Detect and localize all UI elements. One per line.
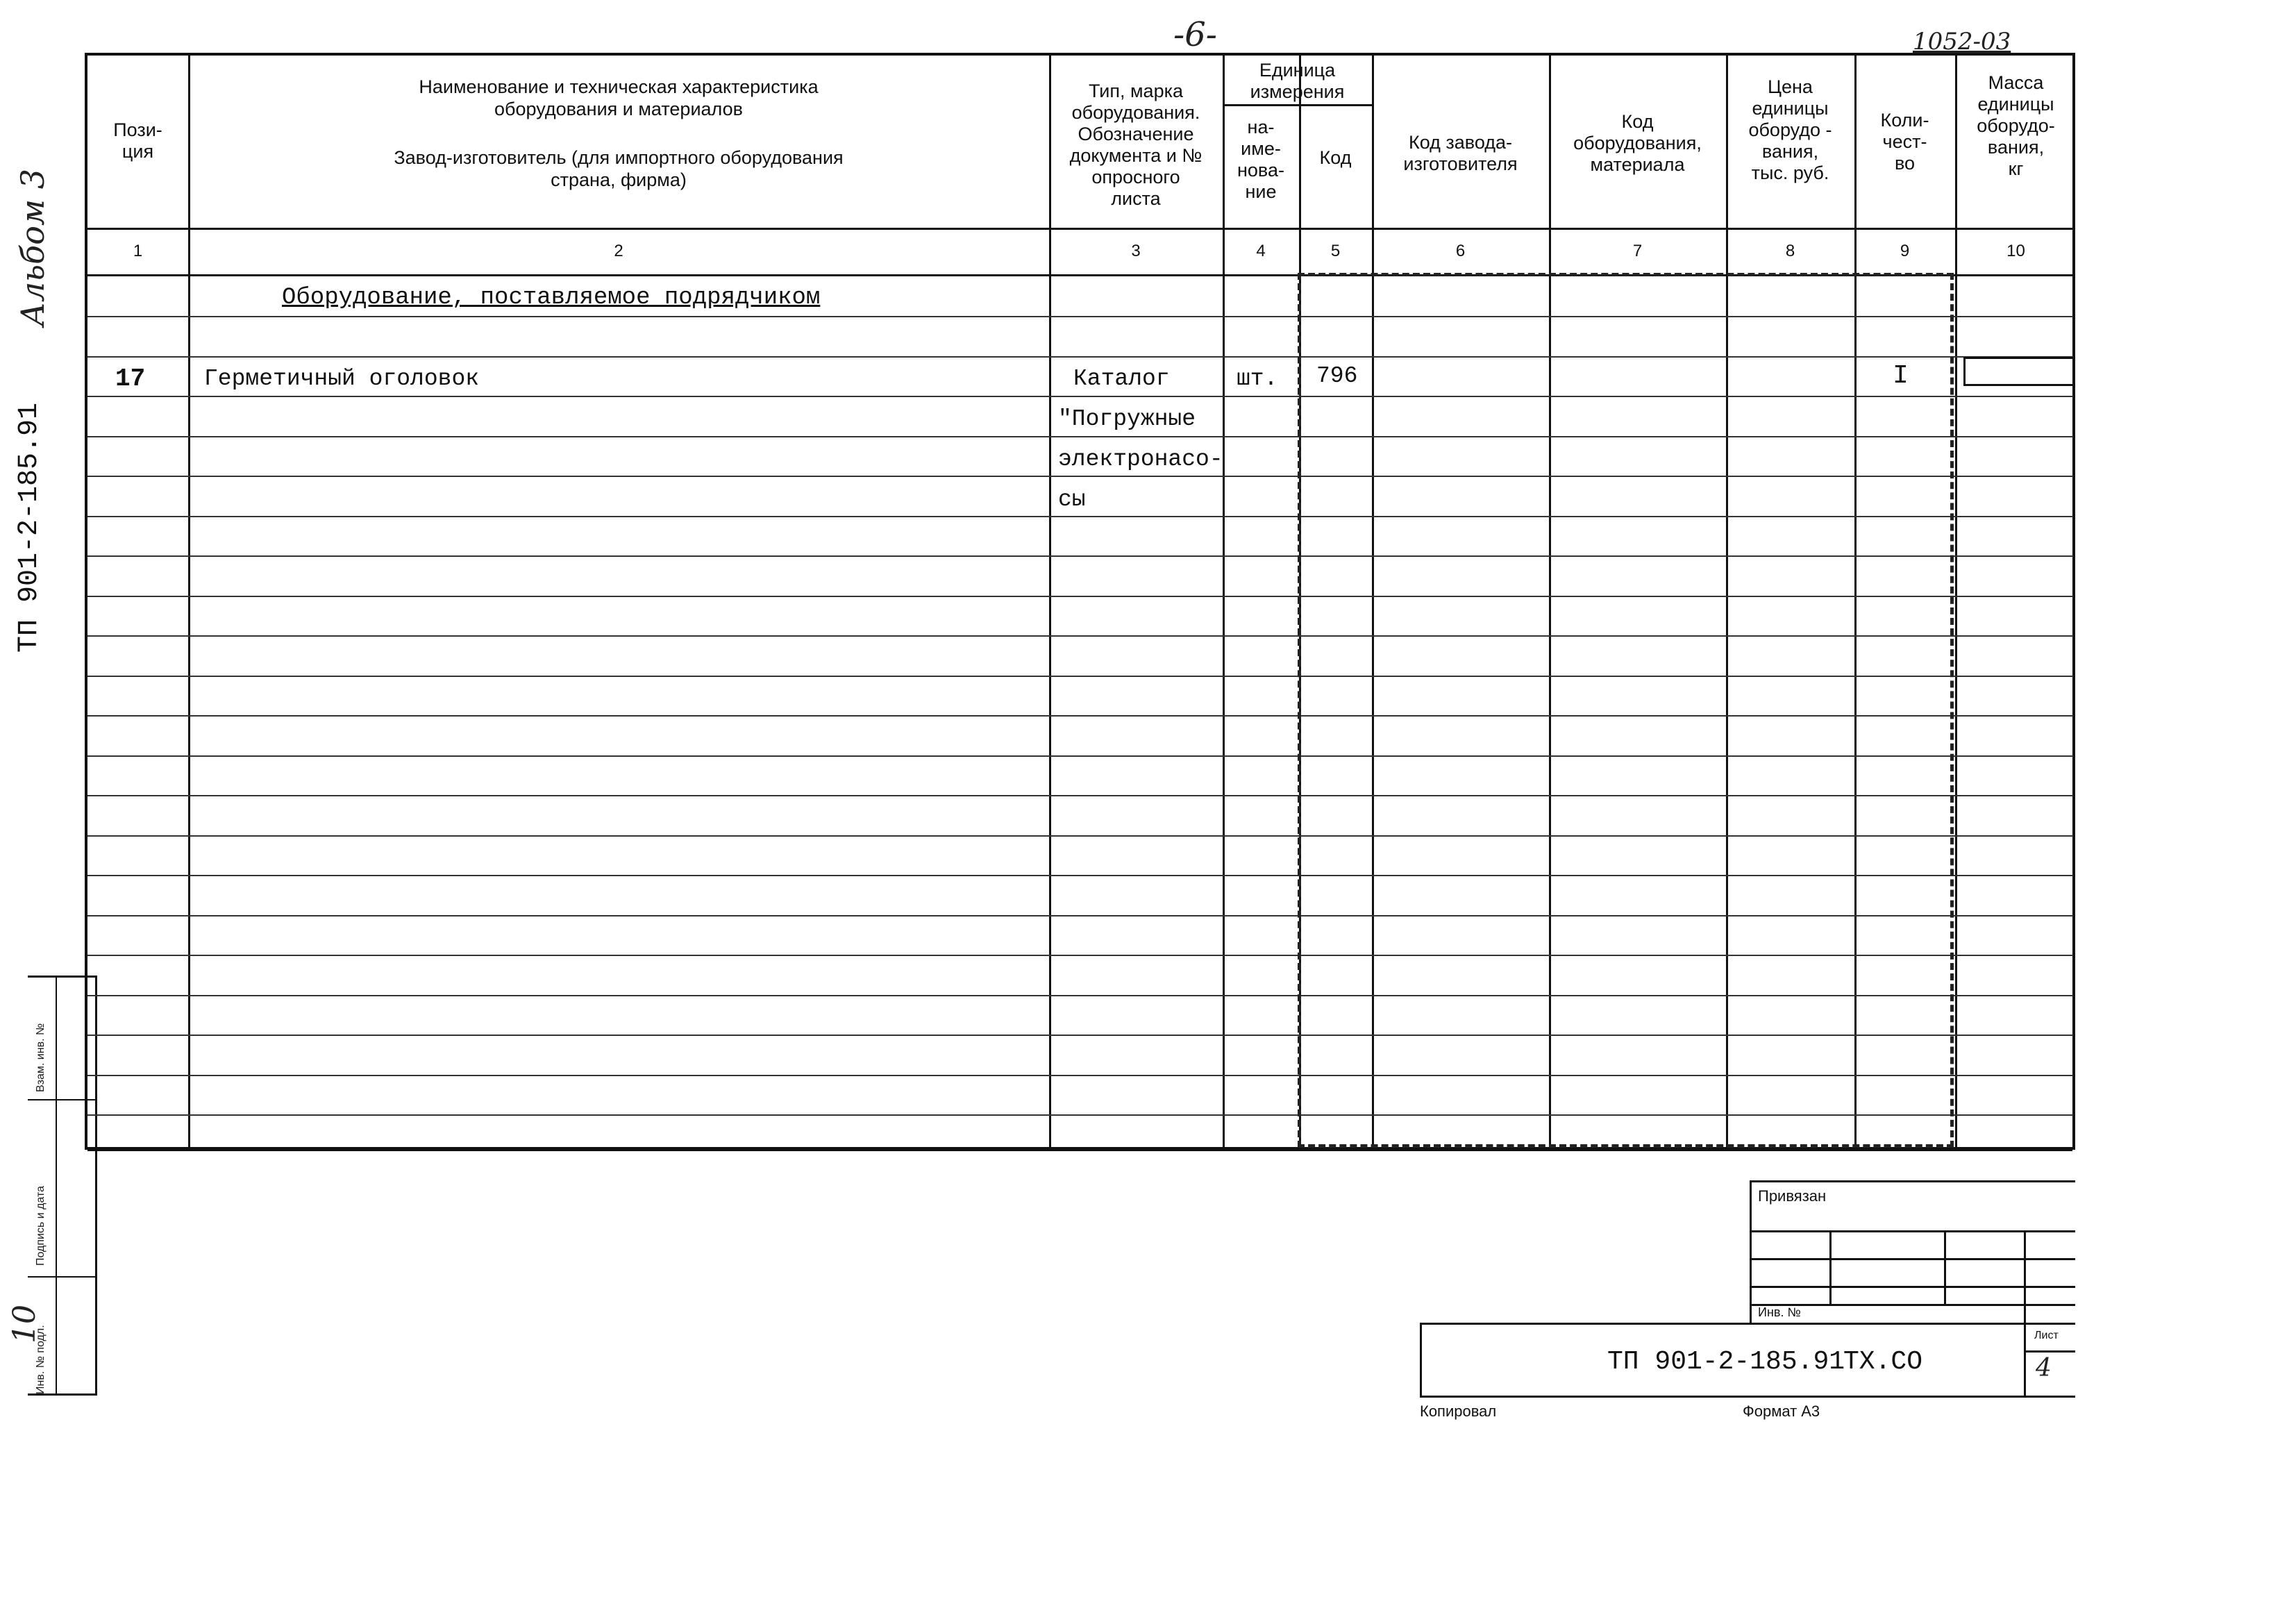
column-number: 4 xyxy=(1256,242,1266,260)
left-margin-number: 10 xyxy=(7,1305,42,1343)
row-unit-code: 796 xyxy=(1316,363,1358,389)
sheet-number: 4 xyxy=(2036,1354,2052,1382)
column-number: 5 xyxy=(1330,242,1341,260)
page-number: -6- xyxy=(1173,15,1217,54)
header-mass: Масса единицы оборудо- вания, кг xyxy=(1977,72,2055,179)
row-type-line: электронасо- xyxy=(1058,446,1223,472)
header-name-line2: оборудования и материалов xyxy=(494,99,743,119)
bound-label: Привязан xyxy=(1758,1187,1827,1205)
sheet-label: Лист xyxy=(2034,1330,2059,1341)
row-position: 17 xyxy=(115,365,146,393)
column-number: 1 xyxy=(133,242,143,260)
header-unit-name: на- име- нова- ние xyxy=(1237,117,1284,202)
header-factory-code: Код завода- изготовителя xyxy=(1403,132,1518,174)
row-name: Герметичный оголовок xyxy=(204,366,480,392)
column-number: 3 xyxy=(1131,242,1141,260)
header-price: Цена единицы оборудо - вания, тыс. руб. xyxy=(1748,76,1832,183)
header-name-line4: страна, фирма) xyxy=(551,169,687,190)
header-unit-code: Код xyxy=(1319,147,1352,168)
header-name-line3: Завод-изготовитель (для импортного оборудования xyxy=(394,147,844,168)
vertical-document-code: ТП 901-2-185.91 xyxy=(14,402,45,653)
column-number: 10 xyxy=(2006,242,2025,260)
sign-date-label: Подпись и дата xyxy=(35,1185,47,1266)
dashed-selection-region xyxy=(1298,273,1954,1148)
header-position: Пози- ция xyxy=(113,119,162,162)
row-type-line: "Погружные xyxy=(1058,406,1196,432)
header-equipment-code: Код оборудования, материала xyxy=(1573,111,1702,175)
title-doc-code: ТП 901-2-185.91 xyxy=(1607,1347,1845,1377)
title-doc-suffix: ТХ.СО xyxy=(1843,1347,1923,1377)
format-label: Формат А3 xyxy=(1743,1403,1820,1420)
header-unit-group: Единица измерения xyxy=(1250,60,1345,102)
row-type-line: сы xyxy=(1058,487,1086,512)
album-label: Альбом 3 xyxy=(14,169,51,326)
document-archive-number: 1052-03 xyxy=(1913,28,2011,56)
row-unit-name: шт. xyxy=(1237,366,1278,392)
column-number: 8 xyxy=(1785,242,1795,260)
inv-label: Инв. № xyxy=(1758,1305,1801,1319)
vzam-inv-label: Взам. инв. № xyxy=(35,1023,47,1092)
mass-cell-box xyxy=(1963,357,2075,386)
inv-podl-label: Инв. № подл. xyxy=(35,1325,47,1394)
column-number: 2 xyxy=(614,242,623,260)
row-quantity: I xyxy=(1893,361,1909,391)
section-title: Оборудование, поставляемое подрядчиком xyxy=(282,285,821,311)
header-name-line1: Наименование и техническая характеристика xyxy=(419,76,819,97)
header-type: Тип, марка оборудования. Обозначение документа и № опросного листа xyxy=(1069,81,1203,209)
row-type-line: Каталог xyxy=(1073,366,1170,392)
copied-label: Копировал xyxy=(1420,1403,1497,1420)
column-number: 7 xyxy=(1632,242,1643,260)
column-number: 6 xyxy=(1455,242,1466,260)
column-number: 9 xyxy=(1900,242,1910,260)
header-quantity: Коли- чест- во xyxy=(1880,110,1929,174)
